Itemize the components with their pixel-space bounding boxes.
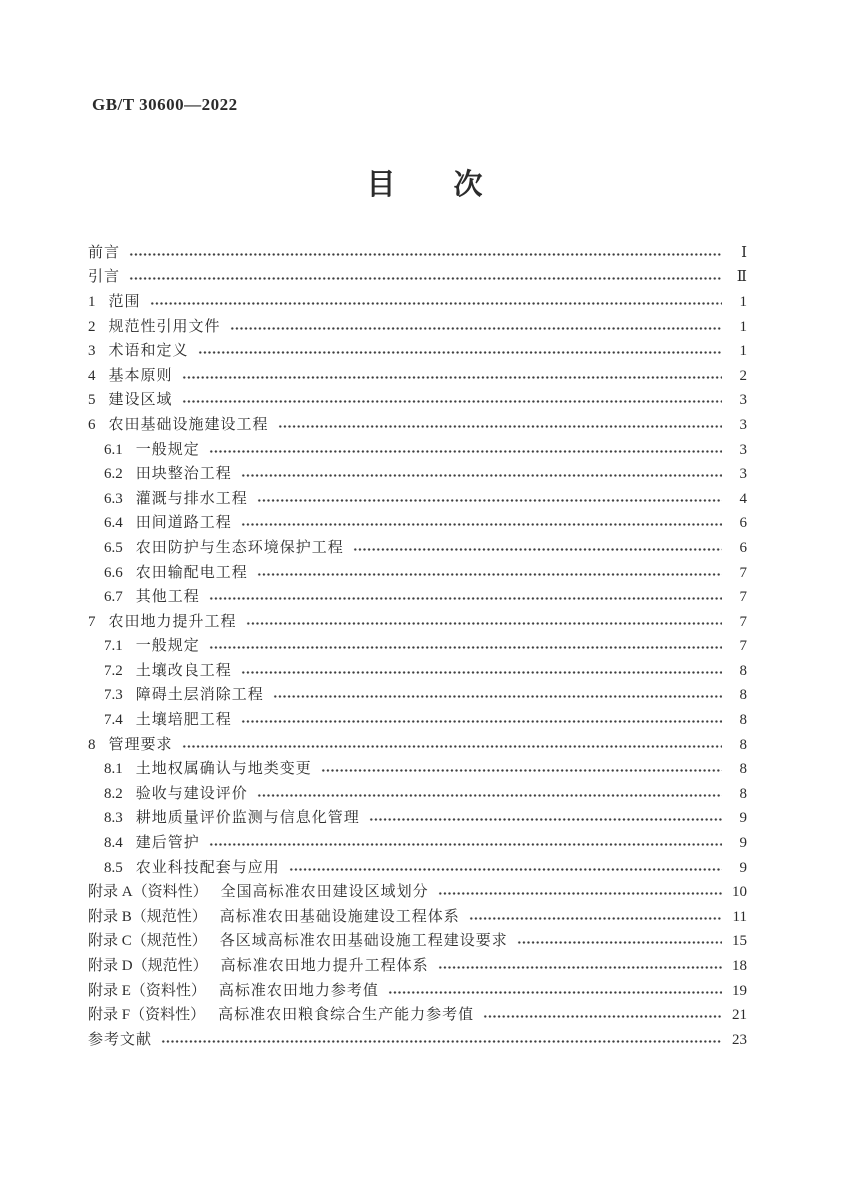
toc-row — [88, 512, 747, 537]
dot-leader — [129, 276, 722, 281]
toc-row — [88, 561, 747, 586]
toc-entry-label: 建设区域 — [108, 392, 173, 409]
toc-row — [88, 1003, 747, 1028]
toc-entry-label: 障碍土层消除工程 — [135, 687, 264, 704]
toc-row — [88, 241, 747, 266]
page-number: 8 — [739, 761, 747, 778]
standard-code: GB/T 30600—2022 — [92, 95, 238, 114]
toc-entry-label: 参考文献 — [88, 1031, 153, 1048]
toc-entry-label: 前言 — [88, 244, 121, 261]
toc-entry-label: 管理要求 — [108, 736, 173, 753]
dot-leader — [209, 449, 722, 454]
page-number: 4 — [739, 490, 747, 507]
dot-leader — [469, 916, 722, 921]
toc-row — [88, 930, 747, 955]
page-number: Ⅰ — [741, 244, 747, 261]
toc-row — [88, 438, 747, 463]
dot-leader — [369, 817, 722, 822]
toc-list — [88, 241, 747, 1053]
dot-leader — [483, 1014, 722, 1019]
dot-leader — [198, 350, 722, 355]
dot-leader — [517, 940, 722, 945]
toc-entry-label: 高标准农田粮食综合生产能力参考值 — [218, 1007, 475, 1024]
toc-row — [88, 856, 747, 881]
toc-row — [88, 413, 747, 438]
toc-entry-number: 附录 D（规范性） — [88, 958, 208, 975]
dot-leader — [353, 547, 722, 552]
toc-entry-number: 6 — [88, 416, 96, 433]
toc-entry-number: 6.2 — [104, 466, 123, 483]
toc-entry-number: 7.2 — [104, 662, 123, 679]
toc-entry-label: 一般规定 — [135, 441, 200, 458]
dot-leader — [257, 793, 722, 798]
toc-row — [88, 880, 747, 905]
dot-leader — [161, 1039, 722, 1044]
page-number: 10 — [732, 884, 747, 901]
toc-row — [88, 733, 747, 758]
dot-leader — [182, 375, 722, 380]
toc-row — [88, 831, 747, 856]
toc-row — [88, 487, 747, 512]
dot-leader — [241, 522, 722, 527]
toc-entry-number: 4 — [88, 367, 96, 384]
page-number: 8 — [739, 662, 747, 679]
toc-entry-label: 各区域高标准农田基础设施工程建设要求 — [219, 933, 508, 950]
toc-entry-number: 3 — [88, 343, 96, 360]
dot-leader — [438, 965, 722, 970]
page-number: 11 — [732, 908, 747, 925]
dot-leader — [129, 252, 722, 257]
dot-leader — [241, 670, 722, 675]
toc-entry-label: 建后管护 — [135, 835, 200, 852]
page-number: 1 — [739, 293, 747, 310]
dot-leader — [438, 891, 722, 896]
page-number: 8 — [739, 785, 747, 802]
toc-entry-label: 全国高标准农田建设区域划分 — [220, 884, 429, 901]
toc-entry-label: 耕地质量评价监测与信息化管理 — [135, 810, 360, 827]
page-number: 9 — [739, 859, 747, 876]
toc-entry-number: 附录 E（资料性） — [88, 982, 206, 999]
toc-entry-label: 高标准农田地力参考值 — [218, 982, 379, 999]
page-number: 7 — [739, 638, 747, 655]
toc-entry-label: 土壤培肥工程 — [135, 712, 232, 729]
toc-entry-number: 7.1 — [104, 638, 123, 655]
toc-row — [88, 979, 747, 1004]
toc-entry-label: 田块整治工程 — [135, 466, 232, 483]
toc-row — [88, 315, 747, 340]
toc-entry-label: 术语和定义 — [108, 343, 189, 360]
page-number: 7 — [739, 613, 747, 630]
toc-entry-label: 灌溉与排水工程 — [135, 490, 248, 507]
toc-row — [88, 1028, 747, 1053]
toc-row — [88, 635, 747, 660]
dot-leader — [209, 645, 722, 650]
dot-leader — [289, 867, 722, 872]
toc-entry-number: 8.3 — [104, 810, 123, 827]
toc-entry-number: 2 — [88, 318, 96, 335]
page-number: 3 — [739, 441, 747, 458]
toc-entry-number: 附录 A（资料性） — [88, 884, 208, 901]
toc-row — [88, 659, 747, 684]
dot-leader — [278, 424, 722, 429]
dot-leader — [273, 694, 722, 699]
toc-entry-number: 6.4 — [104, 515, 123, 532]
toc-entry-label: 其他工程 — [135, 589, 200, 606]
toc-row — [88, 807, 747, 832]
dot-leader — [388, 990, 722, 995]
toc-entry-label: 田间道路工程 — [135, 515, 232, 532]
page-number: 1 — [739, 318, 747, 335]
dot-leader — [246, 621, 722, 626]
toc-entry-label: 农田地力提升工程 — [108, 613, 237, 630]
toc-row — [88, 708, 747, 733]
toc-entry-label: 一般规定 — [135, 638, 200, 655]
toc-entry-label: 规范性引用文件 — [108, 318, 221, 335]
page-title: 目 次 — [366, 169, 483, 201]
page-number: 15 — [732, 933, 747, 950]
page-number: 7 — [739, 589, 747, 606]
toc-entry-label: 农田防护与生态环境保护工程 — [135, 539, 344, 556]
toc-entry-number: 8.4 — [104, 835, 123, 852]
page-number: Ⅱ — [736, 269, 747, 286]
page-number: 3 — [739, 466, 747, 483]
toc-row — [88, 782, 747, 807]
toc-entry-label: 土壤改良工程 — [135, 662, 232, 679]
toc-entry-label: 农业科技配套与应用 — [135, 859, 280, 876]
page-number: 3 — [739, 416, 747, 433]
toc-entry-number: 1 — [88, 293, 96, 310]
toc-row — [88, 757, 747, 782]
toc-row — [88, 610, 747, 635]
toc-row — [88, 389, 747, 414]
dot-leader — [257, 498, 722, 503]
dot-leader — [241, 719, 722, 724]
toc-row — [88, 290, 747, 315]
toc-entry-label: 引言 — [88, 269, 121, 286]
toc-entry-number: 8.5 — [104, 859, 123, 876]
page-number: 9 — [739, 835, 747, 852]
dot-leader — [321, 768, 722, 773]
toc-entry-label: 高标准农田基础设施建设工程体系 — [219, 908, 460, 925]
toc-row — [88, 905, 747, 930]
toc-entry-label: 高标准农田地力提升工程体系 — [220, 958, 429, 975]
toc-entry-label: 农田基础设施建设工程 — [108, 416, 269, 433]
toc-entry-number: 6.1 — [104, 441, 123, 458]
dot-leader — [230, 326, 722, 331]
page-number: 23 — [732, 1031, 747, 1048]
dot-leader — [257, 572, 722, 577]
page-number: 9 — [739, 810, 747, 827]
dot-leader — [150, 301, 722, 306]
dot-leader — [182, 399, 722, 404]
toc-entry-number: 7.3 — [104, 687, 123, 704]
toc-entry-number: 7 — [88, 613, 96, 630]
toc-entry-number: 6.6 — [104, 564, 123, 581]
toc-entry-label: 农田输配电工程 — [135, 564, 248, 581]
toc-entry-label: 基本原则 — [108, 367, 173, 384]
toc-row — [88, 585, 747, 610]
page-number: 8 — [739, 712, 747, 729]
dot-leader — [209, 596, 722, 601]
page-number: 6 — [739, 539, 747, 556]
toc-row — [88, 266, 747, 291]
toc-entry-number: 6.5 — [104, 539, 123, 556]
page-number: 6 — [739, 515, 747, 532]
toc-entry-number: 8 — [88, 736, 96, 753]
page-number: 1 — [739, 343, 747, 360]
dot-leader — [241, 473, 722, 478]
toc-row — [88, 462, 747, 487]
toc-entry-number: 6.3 — [104, 490, 123, 507]
toc-entry-number: 8.2 — [104, 785, 123, 802]
toc-entry-label: 范围 — [108, 293, 141, 310]
toc-row — [88, 954, 747, 979]
page-number: 19 — [732, 982, 747, 999]
page-number: 8 — [739, 736, 747, 753]
toc-entry-number: 附录 B（规范性） — [88, 908, 207, 925]
dot-leader — [182, 744, 722, 749]
toc-row — [88, 339, 747, 364]
toc-entry-label: 土地权属确认与地类变更 — [135, 761, 312, 778]
toc-row — [88, 364, 747, 389]
page-number: 3 — [739, 392, 747, 409]
toc-entry-number: 8.1 — [104, 761, 123, 778]
page-number: 7 — [739, 564, 747, 581]
toc-entry-number: 7.4 — [104, 712, 123, 729]
toc-row — [88, 684, 747, 709]
toc-entry-label: 验收与建设评价 — [135, 785, 248, 802]
page-number: 18 — [732, 958, 747, 975]
page-number: 21 — [732, 1007, 747, 1024]
page-number: 2 — [739, 367, 747, 384]
toc-entry-number: 附录 F（资料性） — [88, 1007, 206, 1024]
toc-entry-number: 附录 C（规范性） — [88, 933, 207, 950]
page-number: 8 — [739, 687, 747, 704]
dot-leader — [209, 842, 722, 847]
toc-row — [88, 536, 747, 561]
toc-entry-number: 6.7 — [104, 589, 123, 606]
toc-entry-number: 5 — [88, 392, 96, 409]
